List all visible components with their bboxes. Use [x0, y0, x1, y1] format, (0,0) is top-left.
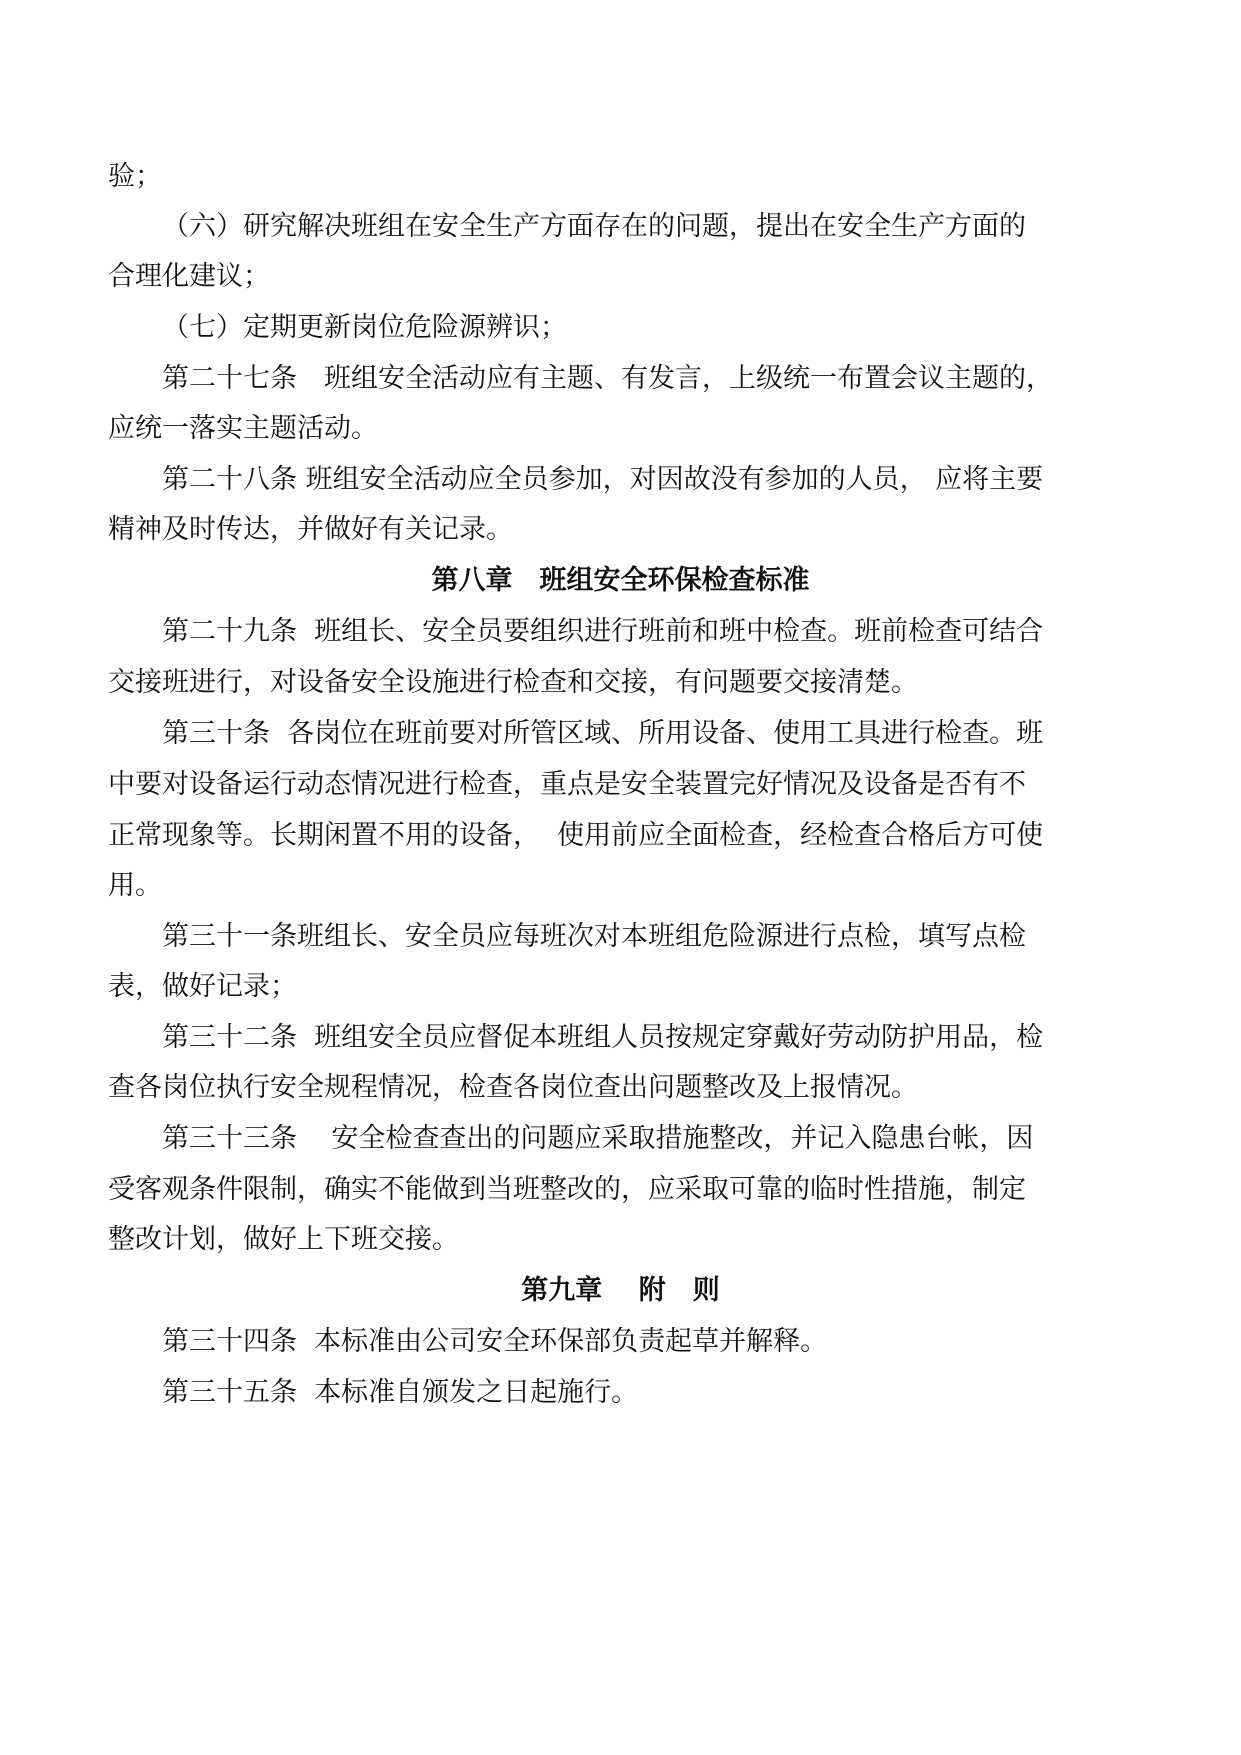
paragraph-line: 应统一落实主题活动。 — [108, 413, 378, 444]
chapter-heading: 第九章 附 则 — [521, 1275, 720, 1306]
paragraph-line: 第二十八条 班组安全活动应全员参加，对因故没有参加的人员， 应将主要 — [162, 464, 1044, 495]
paragraph-line: 查各岗位执行安全规程情况，检查各岗位查出问题整改及上报情况。 — [108, 1072, 918, 1103]
paragraph-line: 验； — [108, 161, 162, 192]
paragraph-line: 表，做好记录； — [108, 971, 297, 1002]
paragraph-line: 第三十五条 本标准自颁发之日起施行。 — [162, 1377, 639, 1408]
paragraph-line: 合理化建议； — [108, 261, 270, 292]
paragraph-line: 第二十九条 班组长、安全员要组织进行班前和班中检查。班前检查可结合 — [162, 616, 1044, 647]
paragraph-line: （六）研究解决班组在安全生产方面存在的问题，提出在安全生产方面的 — [162, 211, 1026, 242]
paragraph-line: 第二十七条 班组安全活动应有主题、有发言，上级统一布置会议主题的， — [162, 363, 1053, 394]
paragraph-line: 精神及时传达，并做好有关记录。 — [108, 514, 513, 545]
paragraph-line: 第三十条 各岗位在班前要对所管区域、所用设备、使用工具进行检查。班 — [162, 718, 1044, 749]
paragraph-line: 第三十四条 本标准由公司安全环保部负责起草并解释。 — [162, 1326, 828, 1357]
paragraph-line: 中要对设备运行动态情况进行检查，重点是安全装置完好情况及设备是否有不 — [108, 769, 1026, 800]
paragraph-line: 整改计划，做好上下班交接。 — [108, 1224, 459, 1255]
paragraph-line: 第三十一条班组长、安全员应每班次对本班组危险源进行点检，填写点检 — [162, 921, 1026, 952]
paragraph-line: 第三十二条 班组安全员应督促本班组人员按规定穿戴好劳动防护用品，检 — [162, 1022, 1044, 1053]
paragraph-line: 用。 — [108, 870, 162, 901]
chapter-heading: 第八章 班组安全环保检查标准 — [431, 565, 810, 596]
paragraph-line: （七）定期更新岗位危险源辨识； — [162, 312, 567, 343]
paragraph-line: 第三十三条 安全检查查出的问题应采取措施整改，并记入隐患台帐，因 — [162, 1123, 1034, 1154]
paragraph-line: 交接班进行，对设备安全设施进行检查和交接，有问题要交接清楚。 — [108, 667, 918, 698]
paragraph-line: 受客观条件限制，确实不能做到当班整改的，应采取可靠的临时性措施，制定 — [108, 1174, 1026, 1205]
paragraph-line: 正常现象等。长期闲置不用的设备， 使用前应全面检查，经检查合格后方可使 — [108, 820, 1044, 851]
